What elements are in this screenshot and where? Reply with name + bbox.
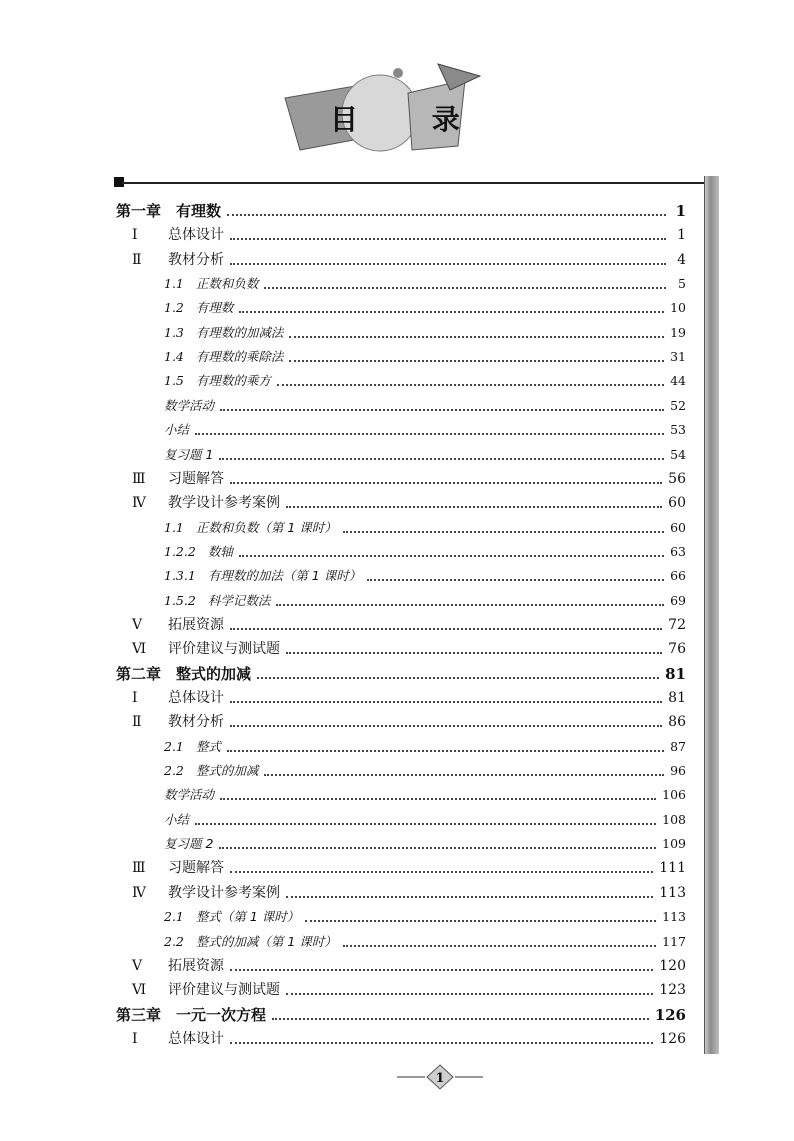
toc-label xyxy=(132,859,224,877)
toc-title: 第二章 整式的加减 xyxy=(116,664,252,683)
dot-leader xyxy=(289,360,664,362)
toc-label xyxy=(164,446,213,464)
toc-label xyxy=(164,933,337,951)
toc-title: 总体设计 xyxy=(168,1030,224,1047)
toc-number: Ⅳ xyxy=(132,495,146,512)
dot-leader xyxy=(230,701,662,703)
toc-label xyxy=(132,640,280,658)
dot-leader xyxy=(227,214,666,216)
toc-title: 数学活动 xyxy=(164,397,215,413)
toc-label xyxy=(164,567,361,585)
toc-entry-section xyxy=(132,1024,686,1048)
toc-entry-chapter xyxy=(116,659,686,683)
toc-page-number: 10 xyxy=(670,300,686,316)
toc-label xyxy=(164,519,337,537)
dot-leader xyxy=(230,871,653,873)
toc-title: 第一章 有理数 xyxy=(116,202,222,220)
toc-entry-sub xyxy=(164,732,686,756)
toc-label xyxy=(116,665,251,683)
toc-title: 第三章 一元一次方程 xyxy=(116,1005,267,1024)
toc-page-number: 81 xyxy=(665,664,686,683)
toc-entry-section xyxy=(132,975,686,999)
toc-label xyxy=(132,713,224,731)
toc-entry-section xyxy=(132,464,686,488)
toc-title: 科学记数法 xyxy=(207,592,271,608)
page-number-ornament xyxy=(395,1062,485,1092)
dot-leader xyxy=(343,531,664,533)
dot-leader xyxy=(230,1042,653,1044)
toc-label xyxy=(132,616,224,634)
top-rule xyxy=(122,182,710,184)
dot-leader xyxy=(230,238,666,240)
toc-label xyxy=(164,299,233,317)
toc-title: 教学设计参考案例 xyxy=(168,495,280,512)
toc-title: 评价建议与测试题 xyxy=(168,641,280,658)
toc-label xyxy=(164,543,233,561)
toc-title: 正数和负数 xyxy=(195,276,259,292)
toc-title: 有理数 xyxy=(195,300,234,316)
toc-title: 整式的加减（第 1 课时） xyxy=(195,933,337,949)
toc-page-number: 4 xyxy=(677,251,686,268)
toc-title: 整式的加减 xyxy=(195,763,259,779)
toc-title: 复习题 1 xyxy=(164,446,214,462)
dot-leader xyxy=(305,920,656,922)
dot-leader xyxy=(219,847,656,849)
toc-page-number: 31 xyxy=(670,349,686,365)
toc-title: 小结 xyxy=(164,811,190,827)
toc-number: Ⅲ xyxy=(132,860,146,877)
toc-number: Ⅱ xyxy=(132,251,142,268)
toc-label xyxy=(164,738,221,756)
dot-leader xyxy=(195,433,664,435)
toc-number: Ⅰ xyxy=(132,1030,138,1047)
dot-leader xyxy=(239,555,664,557)
toc-label xyxy=(164,811,189,829)
dot-leader xyxy=(220,798,656,800)
toc-entry-section xyxy=(132,951,686,975)
toc-page-number: 120 xyxy=(659,957,686,974)
toc-label xyxy=(164,348,283,366)
toc-entry-sub xyxy=(164,561,686,585)
toc-page-number: 69 xyxy=(670,592,686,608)
toc-label xyxy=(116,1006,266,1024)
toc-page-number: 96 xyxy=(670,763,686,779)
toc-title: 整式（第 1 课时） xyxy=(195,909,300,925)
toc-entry-section xyxy=(132,634,686,658)
toc-number: 2.1 xyxy=(164,738,184,754)
toc-label xyxy=(132,470,224,488)
dot-leader xyxy=(272,1018,649,1020)
toc-entry-sub xyxy=(164,829,686,853)
dot-leader xyxy=(195,823,656,825)
toc-title: 习题解答 xyxy=(168,470,224,487)
toc-title: 数轴 xyxy=(207,543,233,559)
toc-entry-chapter xyxy=(116,1000,686,1024)
toc-label xyxy=(132,957,224,975)
toc-page-number: 87 xyxy=(670,738,686,754)
toc-page-number: 109 xyxy=(662,836,686,852)
dot-leader xyxy=(227,750,664,752)
toc-number: Ⅲ xyxy=(132,470,146,487)
toc-label xyxy=(164,421,189,439)
dot-leader xyxy=(230,628,662,630)
toc-number: 1.2.2 xyxy=(164,543,196,559)
toc-entry-sub xyxy=(164,927,686,951)
toc-number: 1.2 xyxy=(164,300,184,316)
toc-entry-sub xyxy=(164,366,686,390)
toc-entry-sub xyxy=(164,342,686,366)
toc-entry-sub xyxy=(164,586,686,610)
dot-leader xyxy=(239,311,664,313)
dot-leader xyxy=(289,336,664,338)
toc-page-number: 113 xyxy=(659,884,686,901)
toc-entry-section xyxy=(132,220,686,244)
toc-label xyxy=(132,226,224,244)
toc-page-number: 113 xyxy=(662,909,686,925)
toc-number: Ⅴ xyxy=(132,957,143,974)
toc-entry-section xyxy=(132,245,686,269)
toc-page-number: 123 xyxy=(659,982,686,999)
toc-title: 评价建议与测试题 xyxy=(168,982,280,999)
toc-label xyxy=(132,884,280,902)
dot-leader xyxy=(230,482,662,484)
page-number: 1 xyxy=(435,1071,445,1086)
toc-label xyxy=(164,908,299,926)
dot-leader xyxy=(219,458,664,460)
toc-number: 1.1 xyxy=(164,276,184,292)
dot-leader xyxy=(286,652,662,654)
toc-title: 有理数的乘除法 xyxy=(195,349,284,365)
toc-page-number: 19 xyxy=(670,324,686,340)
toc-title: 整式 xyxy=(195,738,221,754)
toc-title: 小结 xyxy=(164,422,190,438)
toc-label xyxy=(132,689,224,707)
toc-label xyxy=(164,835,213,853)
toc-number: 2.1 xyxy=(164,909,184,925)
toc-number: Ⅰ xyxy=(132,690,138,706)
toc-title: 教材分析 xyxy=(168,251,224,268)
toc-page-number: 86 xyxy=(668,714,686,731)
toc-page-number: 126 xyxy=(654,1005,686,1024)
toc-label xyxy=(132,981,280,999)
toc-entry-sub xyxy=(164,756,686,780)
toc-label xyxy=(132,1030,224,1048)
toc-page-number: 54 xyxy=(670,446,686,462)
toc-entry-sub xyxy=(164,415,686,439)
toc-title: 教材分析 xyxy=(168,714,224,731)
dot-leader xyxy=(230,725,662,727)
toc-title: 数学活动 xyxy=(164,787,215,803)
dot-leader xyxy=(276,604,664,606)
toc-title: 教学设计参考案例 xyxy=(168,884,280,901)
toc-number: Ⅵ xyxy=(132,982,147,999)
toc-label xyxy=(132,251,224,269)
toc-page-number: 44 xyxy=(670,373,686,389)
toc-page-number: 60 xyxy=(670,519,686,535)
toc-number: 2.2 xyxy=(164,933,184,949)
dot-leader xyxy=(257,677,659,679)
dot-leader xyxy=(286,506,662,508)
toc-entry-sub xyxy=(164,902,686,926)
toc-page-number: 1 xyxy=(677,227,686,244)
toc-label xyxy=(164,324,283,342)
toc-entry-section xyxy=(132,853,686,877)
toc-title: 习题解答 xyxy=(168,860,224,877)
toc-entry-sub xyxy=(164,440,686,464)
toc-page-number: 81 xyxy=(668,690,686,706)
toc-entry-sub xyxy=(164,318,686,342)
toc-label xyxy=(132,494,280,512)
toc-page-number: 76 xyxy=(668,641,686,658)
toc-page-number: 108 xyxy=(662,811,686,827)
toc-entry-sub xyxy=(164,269,686,293)
dot-leader xyxy=(264,287,666,289)
toc-number: 1.1 xyxy=(164,519,184,535)
toc-entry-sub xyxy=(164,537,686,561)
side-bar-decoration xyxy=(704,176,719,1054)
toc-page-number: 106 xyxy=(662,787,686,803)
toc-entry-section xyxy=(132,610,686,634)
toc-page-number: 60 xyxy=(668,495,686,512)
dot-leader xyxy=(230,263,666,265)
toc-number: Ⅱ xyxy=(132,714,142,731)
toc-page-number: 126 xyxy=(659,1030,686,1047)
dot-leader xyxy=(277,384,664,386)
toc-page-number: 111 xyxy=(659,860,686,877)
toc-number: Ⅴ xyxy=(132,616,143,633)
toc-page-number: 66 xyxy=(670,568,686,584)
toc-page-number: 52 xyxy=(670,397,686,413)
toc-title: 有理数的加法（第 1 课时） xyxy=(207,568,362,584)
toc-label xyxy=(164,275,258,293)
toc-number: 1.3.1 xyxy=(164,568,196,584)
toc-number: 2.2 xyxy=(164,763,184,779)
toc-label xyxy=(164,592,270,610)
toc-label xyxy=(164,762,258,780)
toc-page-number: 117 xyxy=(662,933,686,949)
toc-title: 复习题 2 xyxy=(164,836,214,852)
toc-title: 拓展资源 xyxy=(168,616,224,633)
toc-number: 1.3 xyxy=(164,324,184,340)
toc-entry-sub xyxy=(164,293,686,317)
dot-leader xyxy=(286,993,653,995)
toc-number: Ⅳ xyxy=(132,884,146,901)
toc-label xyxy=(164,372,271,390)
toc-title: 总体设计 xyxy=(168,227,224,244)
toc-number: Ⅰ xyxy=(132,227,138,244)
dot-leader xyxy=(343,945,656,947)
dot-leader xyxy=(286,896,653,898)
toc-title: 拓展资源 xyxy=(168,957,224,974)
toc-page-number: 1 xyxy=(675,202,686,220)
toc-entry-section xyxy=(132,488,686,512)
toc-title: 总体设计 xyxy=(168,690,224,706)
toc-page-number: 56 xyxy=(668,470,686,487)
toc-title: 有理数的乘方 xyxy=(195,373,271,389)
toc-entry-section xyxy=(132,707,686,731)
toc-entry-sub xyxy=(164,391,686,415)
toc-label xyxy=(164,786,214,804)
toc-page-number: 5 xyxy=(678,276,686,292)
dot-leader xyxy=(220,409,664,411)
toc-entry-sub xyxy=(164,805,686,829)
toc-number: Ⅵ xyxy=(132,641,147,658)
toc-page-number: 72 xyxy=(668,616,686,633)
toc-entry-section xyxy=(132,683,686,707)
toc-page-number: 63 xyxy=(670,543,686,559)
toc-label xyxy=(116,202,221,220)
toc-title: 有理数的加减法 xyxy=(195,324,284,340)
dot-leader xyxy=(264,774,664,776)
toc-entry-chapter xyxy=(116,196,686,220)
toc-number: 1.4 xyxy=(164,349,184,365)
toc-page-number: 53 xyxy=(670,422,686,438)
page-title: 目 录 xyxy=(330,103,492,136)
dot-leader xyxy=(367,579,664,581)
toc-number: 1.5 xyxy=(164,373,184,389)
dot-leader xyxy=(230,969,653,971)
toc-number: 1.5.2 xyxy=(164,592,196,608)
toc-entry-sub xyxy=(164,780,686,804)
toc-entry-section xyxy=(132,878,686,902)
toc-label xyxy=(164,397,214,415)
toc-entry-sub xyxy=(164,513,686,537)
toc-title: 正数和负数（第 1 课时） xyxy=(195,519,337,535)
